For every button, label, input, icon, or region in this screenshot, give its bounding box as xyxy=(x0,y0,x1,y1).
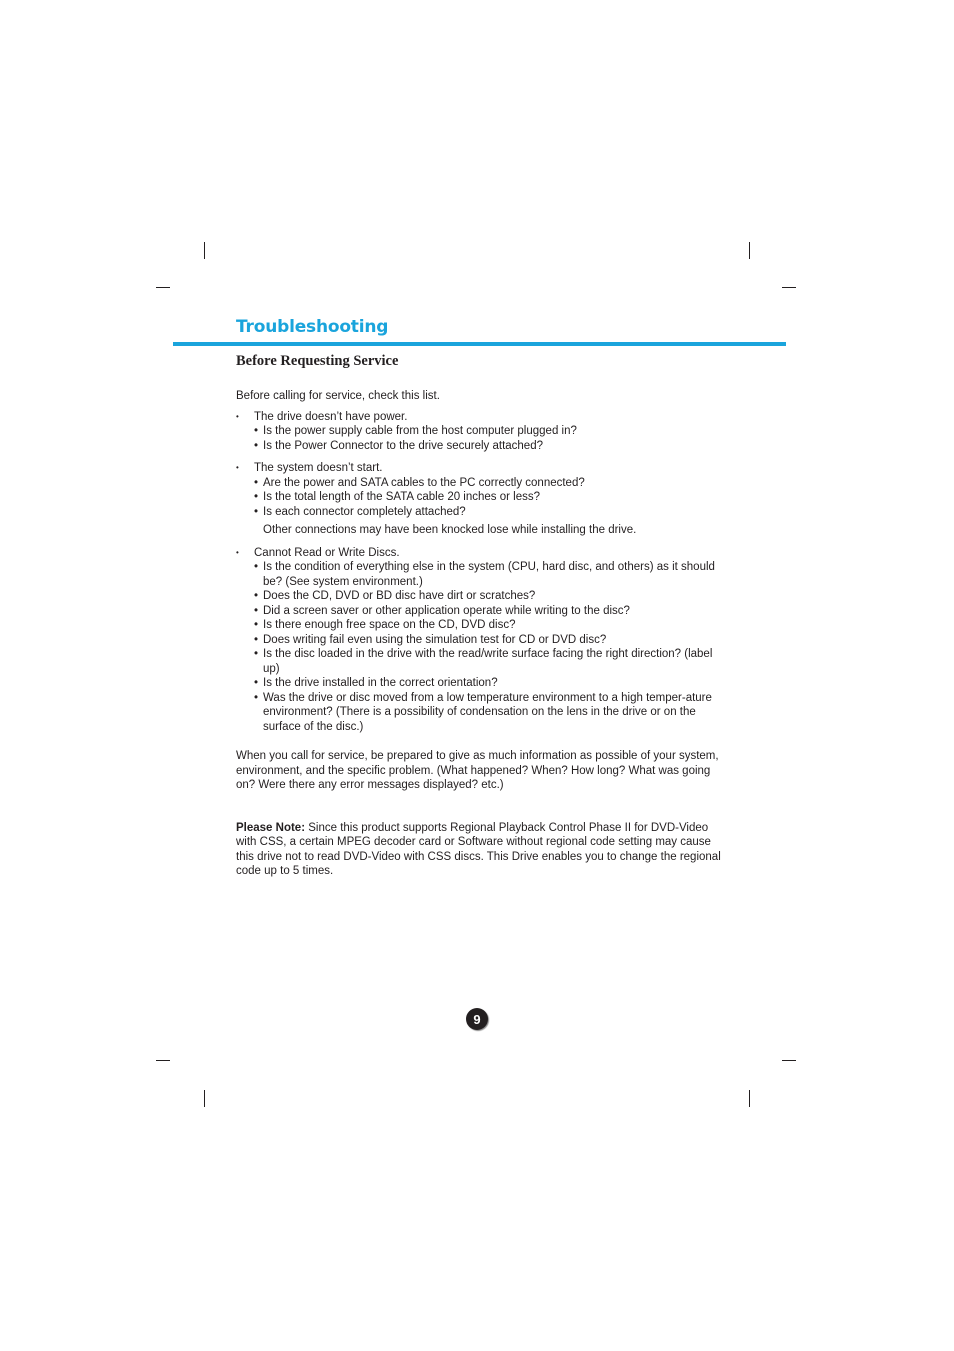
section-subtitle: Before Requesting Service xyxy=(236,353,399,369)
section-heading: The system doesn’t start. xyxy=(254,462,383,474)
checklist-section-startup xyxy=(236,461,726,538)
crop-mark-top-left-horizontal xyxy=(156,287,170,288)
list-item: • Is there enough free space on the CD, DVD disc? xyxy=(254,618,726,633)
list-item: • Was the drive or disc moved from a low temperature environment to a high temper-ature environment? (There is a possibility of condensation on the lens in the drive or on the surface of the disc.) xyxy=(254,691,726,735)
list-item: • Does writing fail even using the simulation test for CD or DVD disc? xyxy=(254,633,726,648)
section-bullet: • xyxy=(236,411,239,421)
page-title: Troubleshooting xyxy=(236,317,389,337)
crop-mark-bottom-right-horizontal xyxy=(782,1060,796,1061)
intro-text: Before calling for service, check this list. xyxy=(236,390,440,402)
list-item: • Is the drive installed in the correct orientation? xyxy=(254,676,726,691)
section-extra-note: Other connections may have been knocked lose while installing the drive. xyxy=(263,524,637,536)
please-note-paragraph xyxy=(236,821,726,879)
question-list xyxy=(254,424,726,453)
question-list xyxy=(254,476,726,520)
crop-mark-top-right-vertical xyxy=(749,242,750,259)
list-item: • Is each connector completely attached? xyxy=(254,505,726,520)
crop-mark-bottom-right-vertical xyxy=(749,1090,750,1107)
list-item: • Are the power and SATA cables to the PC correctly connected? xyxy=(254,476,726,491)
note-label: Please Note: xyxy=(236,821,306,834)
question-list xyxy=(254,560,726,734)
note-text: Since this product supports Regional Playback Control Phase II for DVD-Video with CSS, a certain MPEG decoder card or Software without regional code setting may cause this drive not to read DVD-Video with CSS discs. This Drive enables you to change the regional code up to 5 times. xyxy=(236,821,721,877)
crop-mark-top-right-horizontal xyxy=(782,287,796,288)
closing-paragraph: When you call for service, be prepared to give as much information as possible of your system, environment, and the specific problem. (What happened? When? How long? What was going on? Were there any error messages displayed? etc.) xyxy=(236,750,719,791)
page-content xyxy=(236,389,726,879)
list-item: • Is the condition of everything else in the system (CPU, hard disc, and others) as it should be? (See system environment.) xyxy=(254,560,726,589)
section-heading: The drive doesn’t have power. xyxy=(254,410,408,423)
crop-mark-top-left-vertical xyxy=(204,242,205,259)
list-item: • Is the total length of the SATA cable 20 inches or less? xyxy=(254,490,726,505)
section-bullet: • xyxy=(236,547,239,557)
list-item: • Is the power supply cable from the host computer plugged in? xyxy=(254,424,726,439)
section-heading: Cannot Read or Write Discs. xyxy=(254,546,400,559)
checklist-section-power xyxy=(236,410,726,454)
section-bullet: • xyxy=(236,463,239,472)
crop-mark-bottom-left-vertical xyxy=(204,1090,205,1107)
list-item: • Is the Power Connector to the drive securely attached? xyxy=(254,439,726,454)
list-item: • Did a screen saver or other application operate while writing to the disc? xyxy=(254,604,726,619)
checklist-section-read-write xyxy=(236,546,726,735)
title-rule xyxy=(173,342,786,346)
list-item: • Is the disc loaded in the drive with the read/write surface facing the right direction? (label up) xyxy=(254,647,726,676)
page-number-badge: 9 xyxy=(466,1008,488,1030)
crop-mark-bottom-left-horizontal xyxy=(156,1060,170,1061)
list-item: • Does the CD, DVD or BD disc have dirt or scratches? xyxy=(254,589,726,604)
